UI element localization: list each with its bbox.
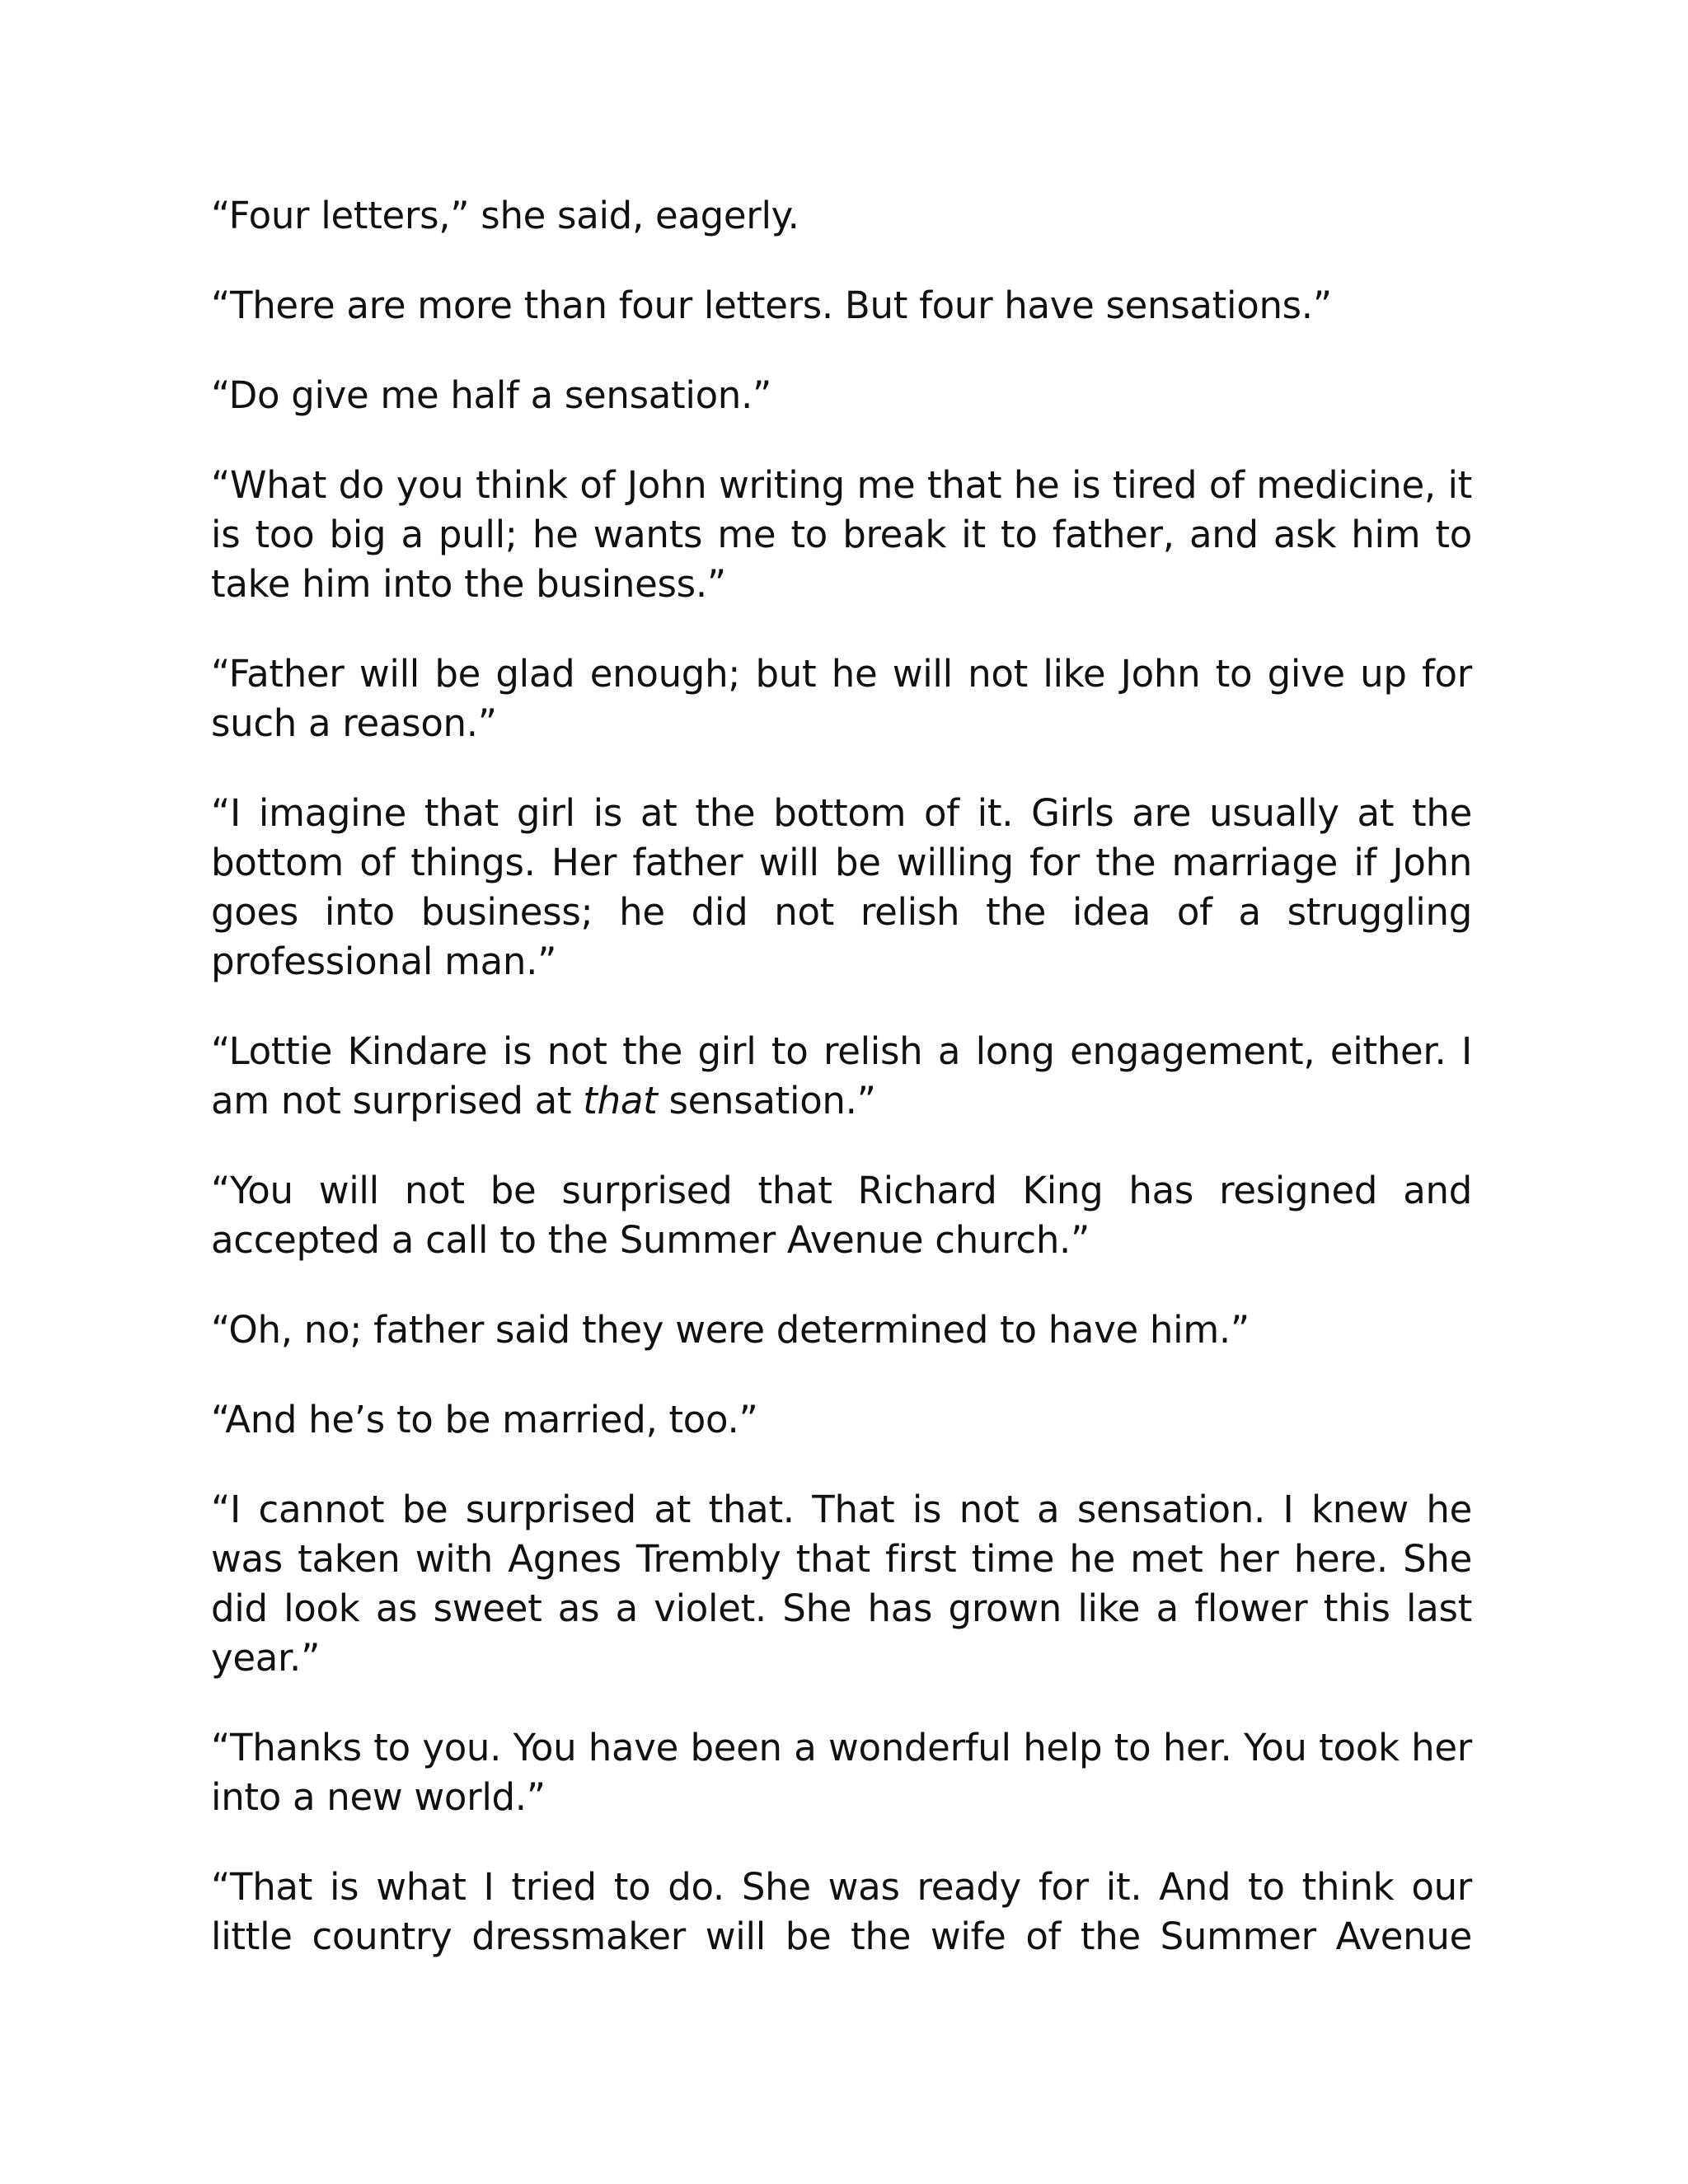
paragraph: “I imagine that girl is at the bottom of it. Girls are usually at the bottom of things. Her father will be willing for the marriage if John goes into business; he did not relish the idea of a struggling professional man.” bbox=[211, 791, 1472, 983]
paragraph: “You will not be surprised that Richard King has resigned and accepted a call to the Summer Avenue church.” bbox=[211, 1169, 1472, 1262]
paragraph: “What do you think of John writing me that he is tired of medicine, it is too big a pull; he wants me to break it to father, and ask him to take him into the business.” bbox=[211, 463, 1472, 606]
emphasis-text: that bbox=[583, 1079, 658, 1122]
paragraph-text: sensation.” bbox=[657, 1079, 876, 1122]
paragraph bbox=[211, 1027, 1472, 1126]
paragraph: “Father will be glad enough; but he will not like John to give up for such a reason.” bbox=[211, 652, 1472, 745]
text-column bbox=[211, 191, 1472, 1961]
paragraph: “Do give me half a sensation.” bbox=[211, 373, 772, 417]
paragraph: “Oh, no; father said they were determined to have him.” bbox=[211, 1308, 1250, 1352]
paragraph-text: “Lottie Kindare is not the girl to relish a long engagement, either. I am not surprised at bbox=[211, 1029, 1472, 1122]
paragraph: “There are more than four letters. But four have sensations.” bbox=[211, 284, 1332, 327]
paragraph: “I cannot be surprised at that. That is not a sensation. I knew he was taken with Agnes Trembly that first time he met her here. She did look as sweet as a violet. She has grown like a flower this last year.” bbox=[211, 1488, 1472, 1680]
paragraph: “Four letters,” she said, eagerly. bbox=[211, 194, 799, 237]
paragraph: “And he’s to be married, too.” bbox=[211, 1398, 758, 1441]
paragraph: “Thanks to you. You have been a wonderful help to her. You took her into a new world.” bbox=[211, 1726, 1472, 1819]
paragraph: “That is what I tried to do. She was ready for it. And to think our little country dressmaker will be the wife of the Summer Avenue bbox=[211, 1865, 1472, 1958]
